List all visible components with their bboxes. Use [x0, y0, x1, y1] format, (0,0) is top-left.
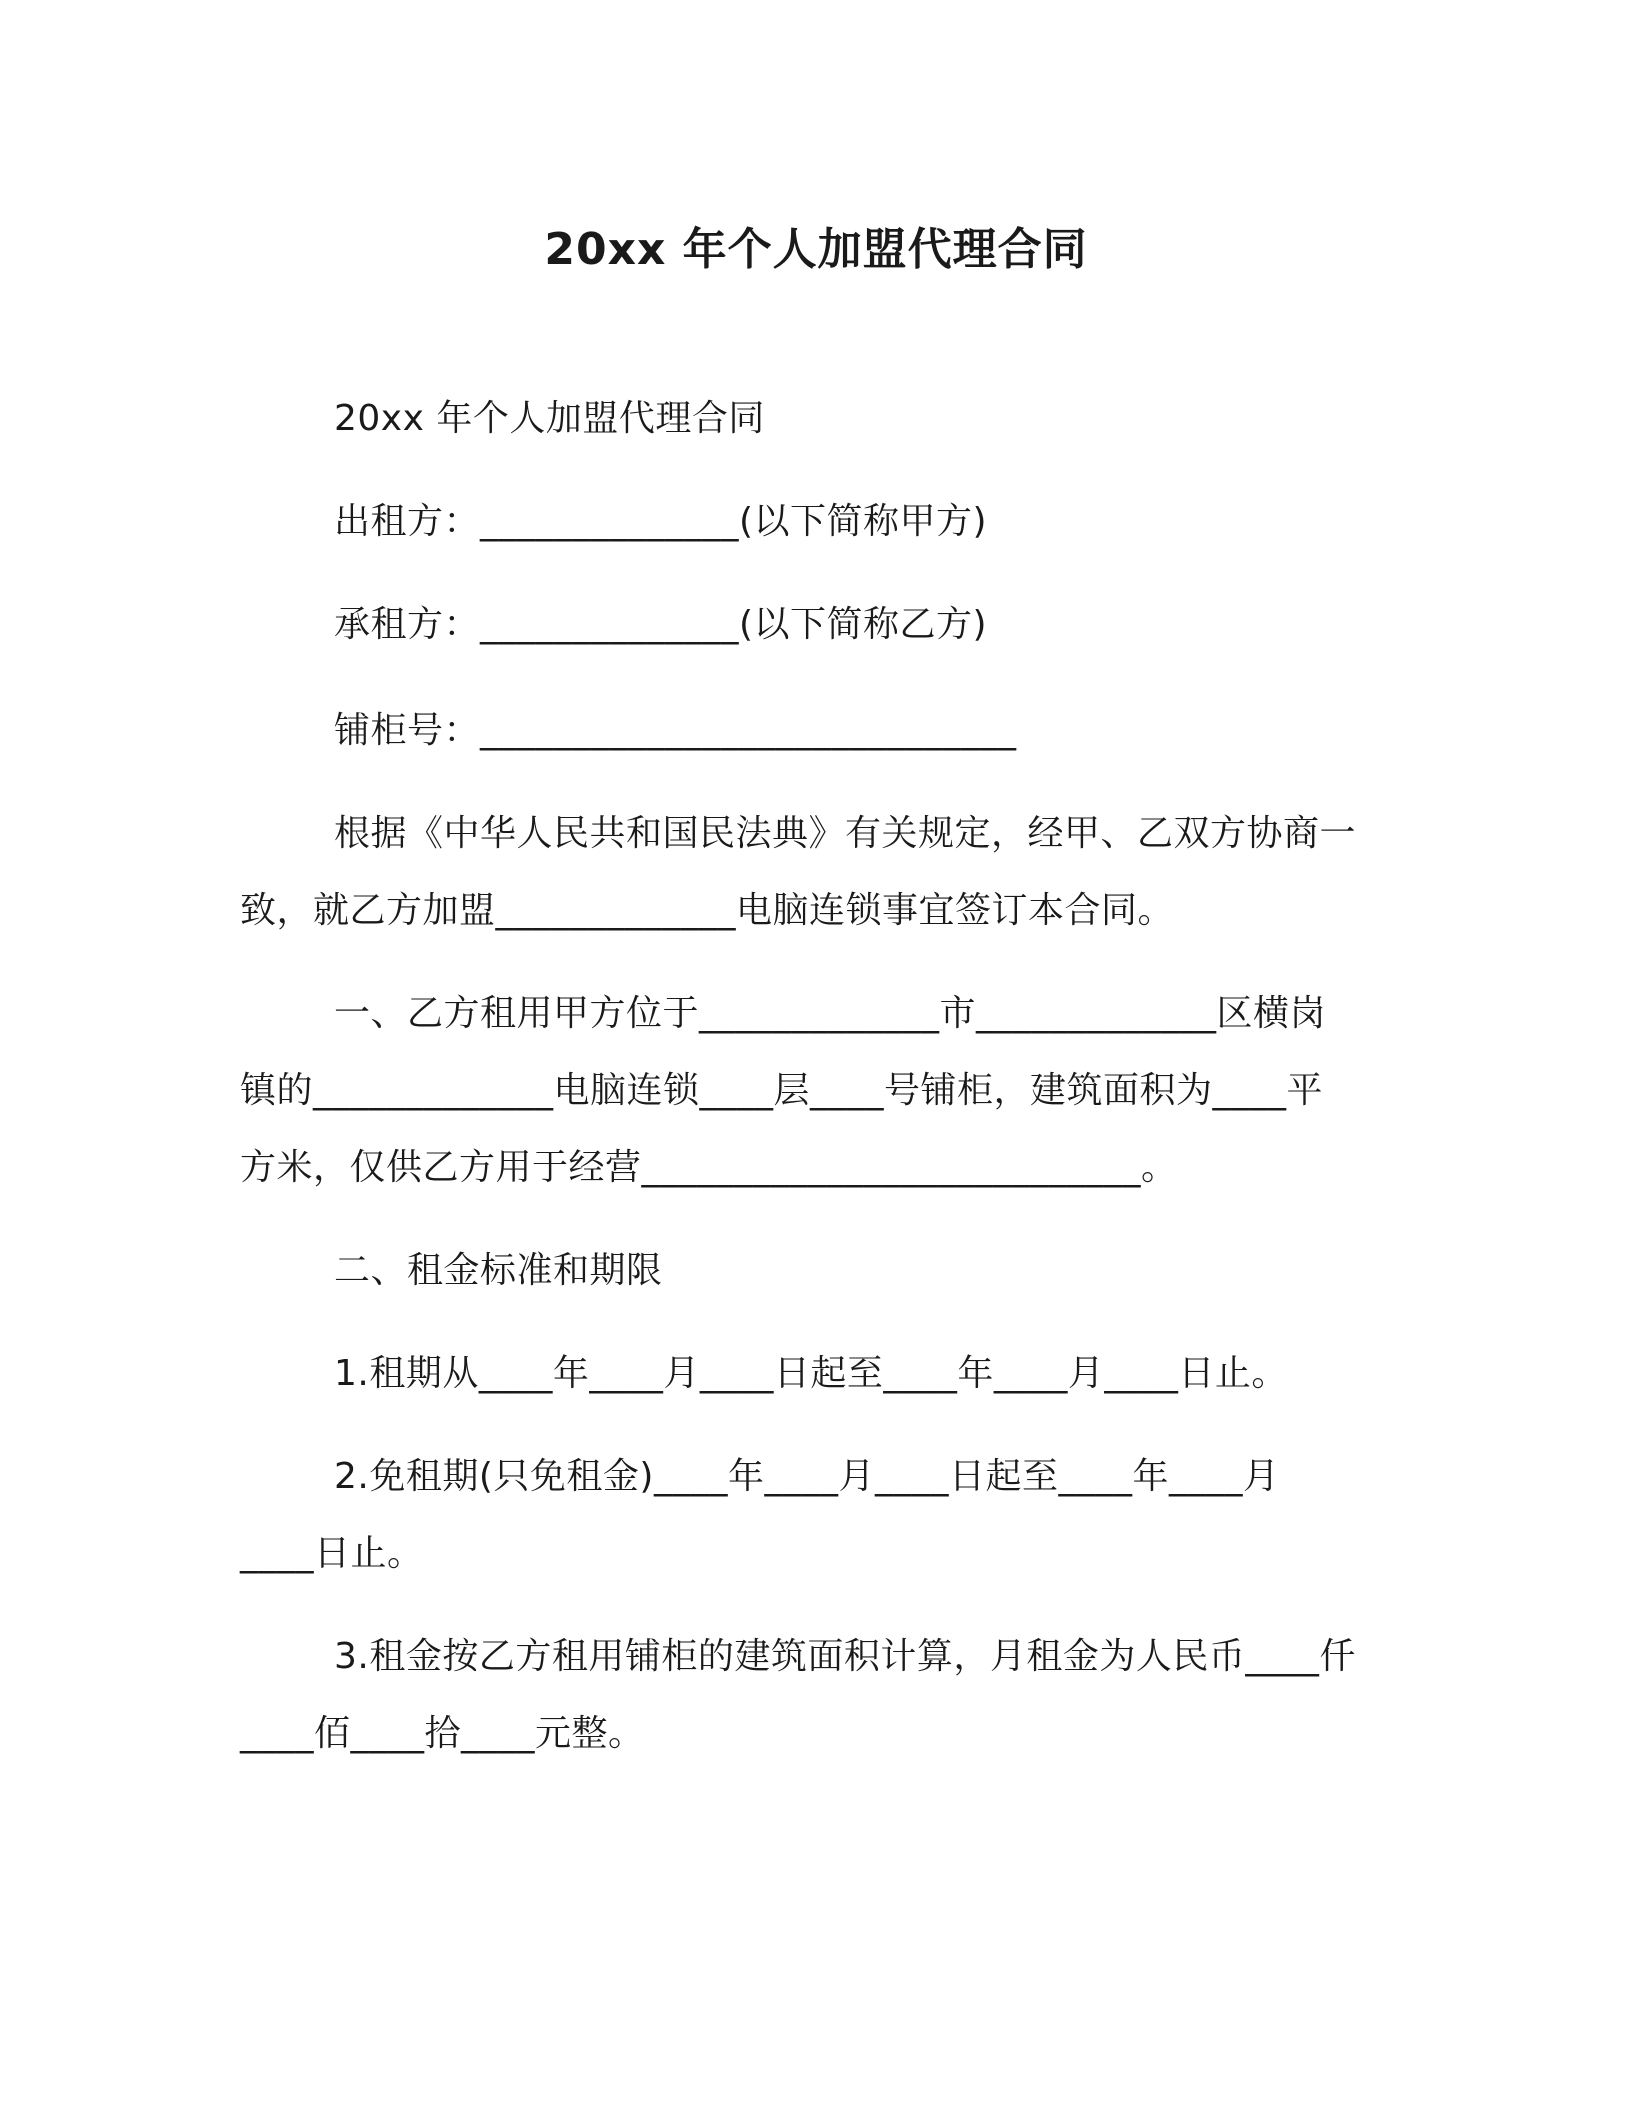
- lessor-line: 出租方：______________(以下简称甲方): [334, 501, 988, 542]
- document-subtitle: 20xx 年个人加盟代理合同: [334, 398, 765, 439]
- document-title: 20xx 年个人加盟代理合同: [544, 224, 1088, 275]
- rent-free-item-line-2: ____日止。: [240, 1533, 424, 1574]
- rent-amount-item-line-2: ____佰____拾____元整。: [240, 1713, 645, 1754]
- lease-term-item: 1.租期从____年____月____日起至____年____月____日止。: [334, 1353, 1288, 1394]
- intro-paragraph-line-2: 致，就乙方加盟_____________电脑连锁事宜签订本合同。: [240, 890, 1175, 931]
- lessee-line: 承租方：______________(以下简称乙方): [334, 604, 988, 645]
- clause-1-line-3: 方米，仅供乙方用于经营___________________________。: [240, 1147, 1178, 1188]
- clause-2-heading: 二、租金标准和期限: [334, 1250, 663, 1291]
- clause-1-line-1: 一、乙方租用甲方位于_____________市_____________区横岗: [334, 993, 1327, 1034]
- intro-paragraph-line-1: 根据《中华人民共和国民法典》有关规定，经甲、乙双方协商一: [334, 813, 1357, 854]
- clause-1-line-2: 镇的_____________电脑连锁____层____号铺柜，建筑面积为____平: [240, 1070, 1324, 1111]
- rent-amount-item-line-1: 3.租金按乙方租用铺柜的建筑面积计算，月租金为人民币____仟: [334, 1636, 1356, 1677]
- rent-free-item-line-1: 2.免租期(只免租金)____年____月____日起至____年____月: [334, 1456, 1280, 1497]
- booth-number-line: 铺柜号：_____________________________: [334, 710, 1017, 751]
